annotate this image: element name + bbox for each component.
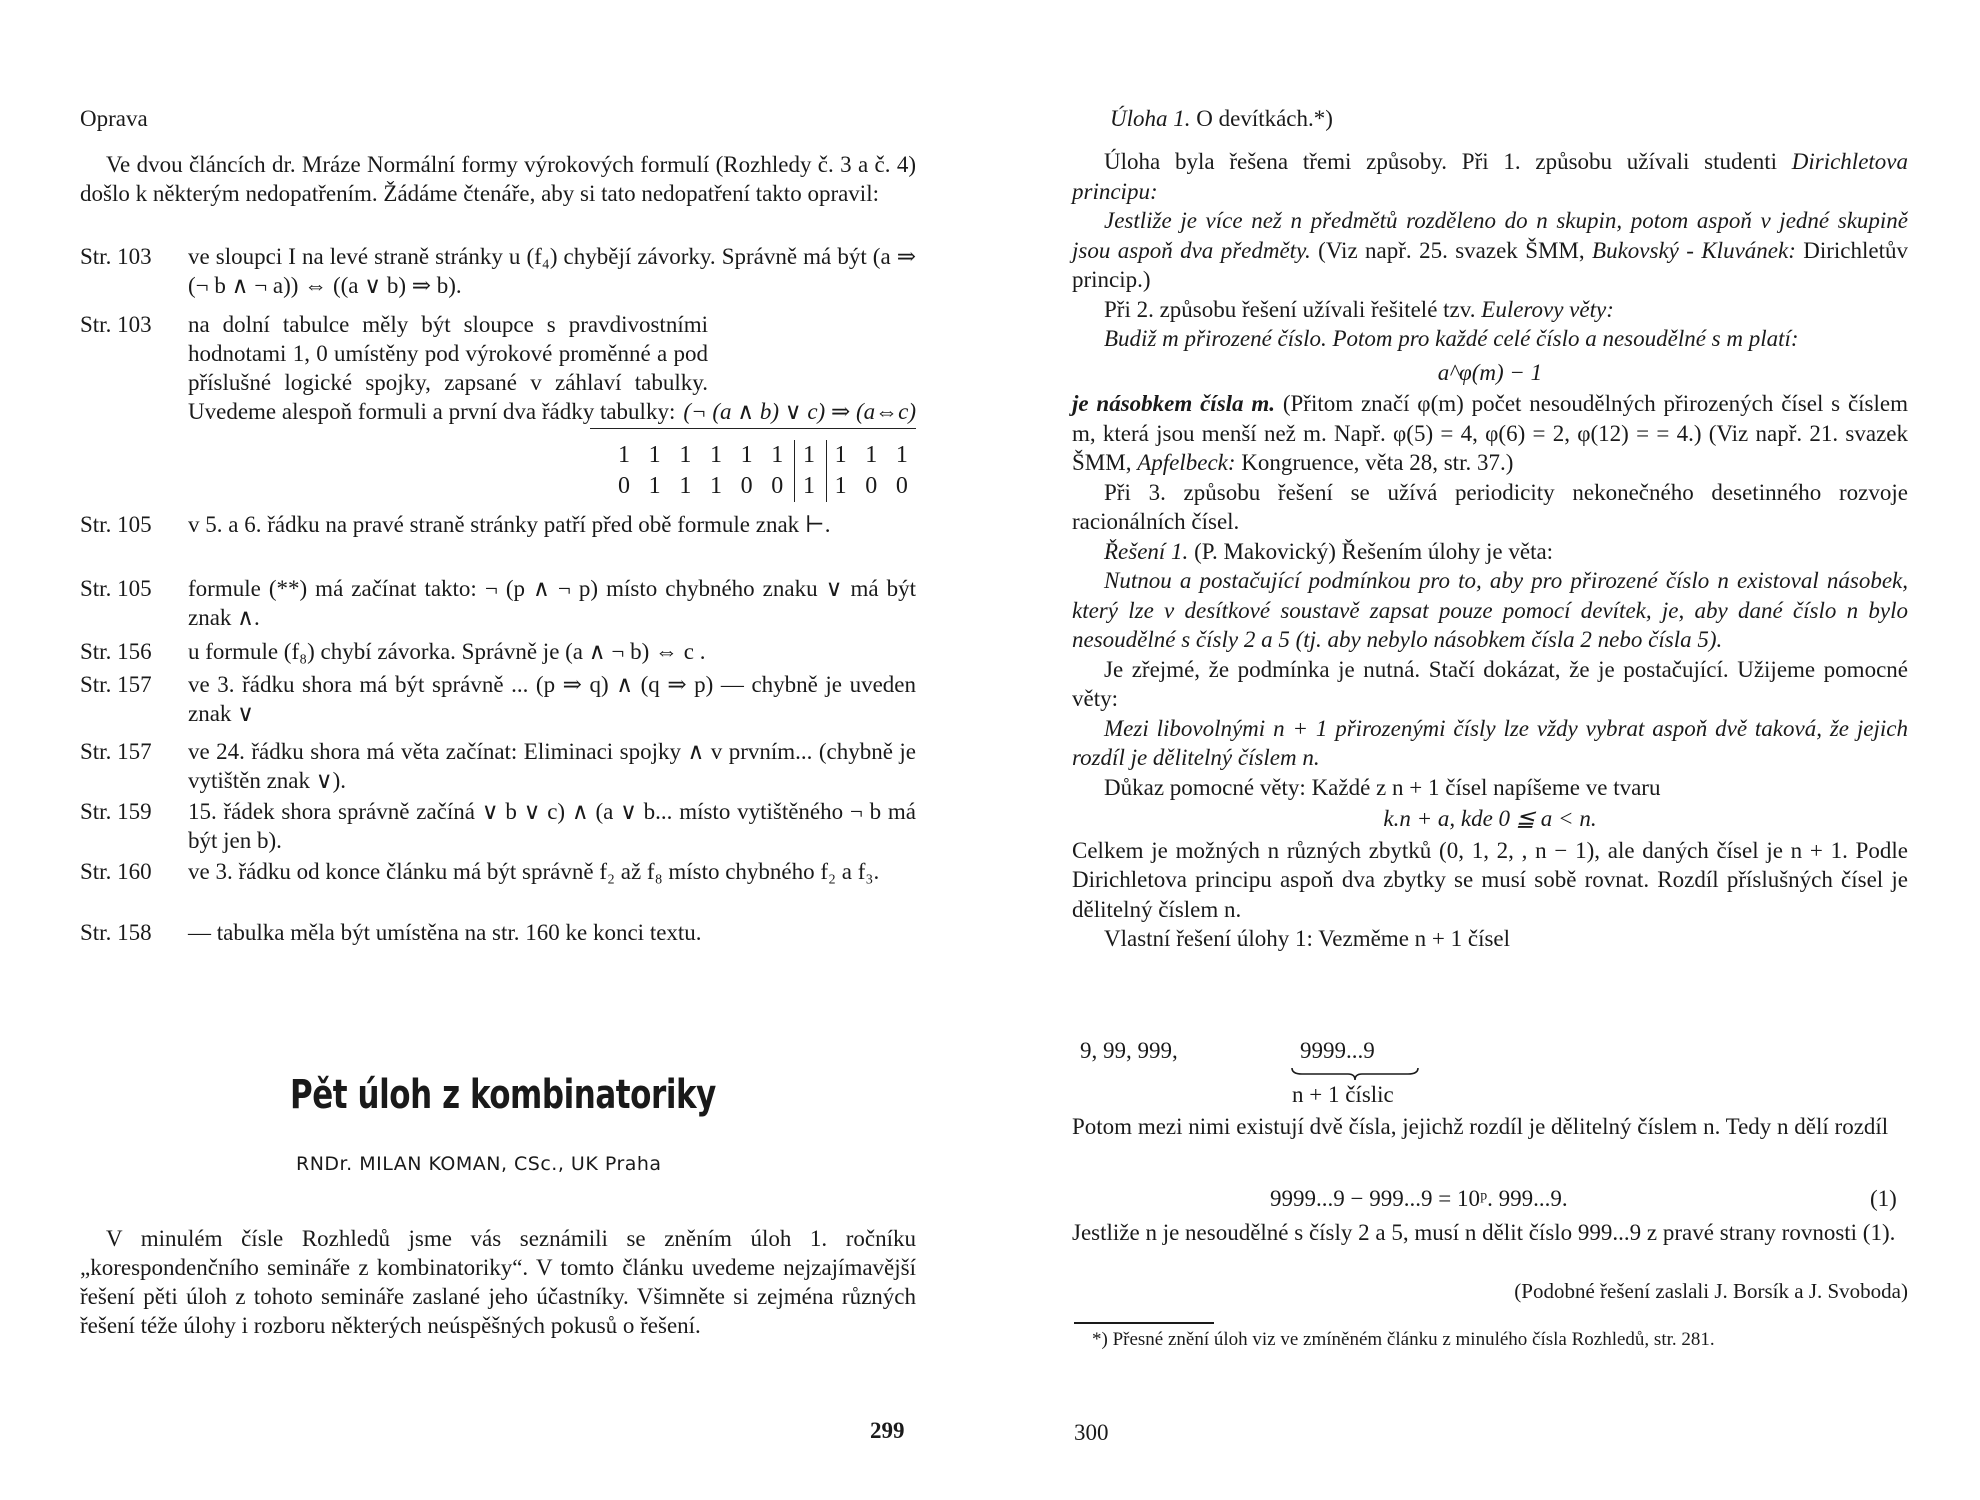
table-cell: 1 [709,473,722,499]
table-cell: 1 [648,442,661,468]
errata-text: na dolní tabulce měly být sloupce s pravdivostními hodnotami 1, 0 umístěny pod výrokové proměnné a pod příslušné logické spojky, zapsané v záhlaví tabulky. Uvedeme alespoň formuli a první dva řádky tabulky: [188,312,708,424]
table-cell: 1 [709,442,722,468]
right-page [990,0,1980,1500]
errata-item [80,637,916,667]
table-formula: (¬ (a ∧ b) ∨ c) ⇒ (a⇔c) [590,397,916,429]
errata-text: u formule (f₈) chybí závorka. Správně je (a ∧ ¬ b) ⇔ c . [188,639,706,664]
equation-number: (1) [1870,1186,1897,1211]
table-cell: 1 [679,442,692,468]
errata-item [80,737,916,797]
errata-item [80,310,916,450]
article-intro: V minulém čísle Rozhledů jsme vás seznámili se zněním úloh 1. ročníku „korespondenčního semináře z kombinatoriky“. V tomto článku uvedeme nejzajímavější řešení pěti úloh z tohoto semináře zaslané jeho účastníky. Všimněte si zejména různých řešení téže úlohy i rozboru některých neúspěšných pokusů o řešení. [80,1226,916,1338]
errata-item [80,574,916,634]
paragraph: Při 2. způsobu řešení užívali řešitelé tzv. [1104,296,1476,322]
lemma: Mezi libovolnými n + 1 přirozenými čísly lze vždy vybrat aspoň dvě taková, že jejich rozdíl je dělitelný číslem n. [1072,715,1908,770]
euler-theorem: Budiž m přirozené číslo. Potom pro každé celé číslo a nesoudělné s m platí: [1104,326,1799,351]
table-cell: 0 [865,473,878,499]
errata-label: Str. 158 [80,920,152,945]
errata-label: Str. 159 [80,799,152,824]
footnote-rule [1074,1322,1214,1324]
truth-table [610,440,916,502]
table-cell: 1 [865,442,878,468]
paragraph: Vlastní řešení úlohy 1: Vezměme n + 1 čísel [1104,926,1511,951]
errata-text: ve sloupci I na levé straně stránky u (f₄) chybějí závorky. Správně má být (a ⇒ (¬ b ∧ ¬ a)) ⇔ ((a ∨ b) ⇒ b). [188,244,916,298]
errata-item [80,670,916,730]
paragraph: Celkem je možných n různých zbytků (0, 1, 2, , n − 1), ale daných čísel je n + 1. Podle Dirichletova principu aspoň dva zbytky se musí sobě rovnat. Rozdíl příslušných čísel je dělitelný číslem n. [1072,837,1908,922]
errata-text: ve 24. řádku shora má věta začínat: Eliminaci spojky ∧ v prvním... (chybně je vytištěn znak ∨). [188,739,916,793]
paragraph: Kongruence, věta 28, str. 37.) [1235,450,1514,475]
article-title: Pět úloh z kombinatoriky [290,1072,716,1118]
errata-label: Str. 103 [80,244,152,269]
paragraph: Jestliže n je nesoudělné s čísly 2 a 5, musí n dělit číslo 999...9 z pravé strany rovnosti (1). [1072,1220,1896,1245]
task-title [1110,104,1333,133]
table-cell: 0 [771,473,784,499]
page-number: 300 [1074,1420,1109,1445]
errata-item [80,797,916,857]
errata-label: Str. 103 [80,312,152,337]
brace-label: n + 1 číslic [1292,1082,1394,1107]
errata-intro: Ve dvou článcích dr. Mráze Normální formy výrokových formulí (Rozhledy č. 3 a č. 4) došlo k některým nedopatřením. Žádáme čtenáře, aby si tato nedopatření takto opravil: [80,152,916,206]
sequence-last: 9999...9 [1300,1038,1375,1063]
errata-text: — tabulka měla být umístěna na str. 160 ke konci textu. [188,920,702,945]
table-cell: 1 [895,442,908,468]
errata-text: ve 3. řádku od konce článku má být správně f₂ až f₈ místo chybného f₂ a f₃. [188,859,880,884]
formula: a^φ(m) − 1 [1437,359,1543,385]
errata-label: Str. 157 [80,672,152,697]
errata-item [80,510,916,570]
table-cell: 1 [771,442,784,468]
formula: k.n + a, kde 0 ≦ a < n. [1383,806,1597,831]
table-cell: 1 [618,442,630,468]
paragraph: Při 3. způsobu řešení se užívá periodicity nekonečného desetinného rozvoje racionálních čísel. [1072,479,1908,534]
page-number: 299 [870,1418,905,1443]
paragraph: Úloha byla řešena třemi způsoby. Při 1. způsobu užívali studenti [1104,149,1777,174]
paragraph-italic: Dirichletova principu: [1072,149,1908,204]
table-cell: 1 [648,473,661,499]
errata-item [80,857,916,917]
task-title-rest: O devítkách.*) [1190,106,1333,131]
paragraph: Dirichletův princip.) [1072,237,1909,292]
reference-author: Bukovský - Kluvánek: [1592,237,1796,263]
table-cell: 1 [794,440,823,471]
task-title-italic: Úloha 1. [1110,106,1191,131]
table-row [610,471,916,502]
errata-heading: Oprava [80,106,148,131]
errata-text: 15. řádek shora správně začíná ∨ b ∨ c) ∧ (a ∨ b... místo vytištěného ¬ b má být jen b). [188,799,916,853]
table-cell: 1 [740,442,753,468]
table-cell: 0 [740,473,753,499]
table-cell: 1 [679,473,692,499]
paragraph: (P. Makovický) Řešením úlohy je věta: [1188,538,1554,564]
footnote: *) Přesné znění úloh viz ve zmíněném článku z minulého čísla Rozhledů, str. 281. [1092,1329,1715,1350]
theorem: Nutnou a postačující podmínkou pro to, aby pro přirozené číslo n existoval násobek, který lze v desítkové soustavě zapsat pouze pomocí devítek, je, aby dané číslo n bylo nesoudělné s čísly 2 a 5 (tj. aby nebylo násobkem čísla 2 nebo čísla 5). [1072,568,1908,652]
credits: (Podobné řešení zaslali J. Borsík a J. Svoboda) [1514,1279,1908,1303]
dirichlet-principle: Jestliže je více než n předmětů rozděleno do n skupin, potom aspoň v jedné skupině jsou aspoň dva předměty. [1072,208,1908,263]
errata-label: Str. 156 [80,639,152,664]
solution-text [1072,147,1908,954]
paragraph: Potom mezi nimi existují dvě čísla, jejichž rozdíl je dělitelný číslem n. Tedy n dělí rozdíl [1072,1114,1889,1139]
table-cell: 1 [794,471,823,502]
solution-label: Řešení 1. [1104,538,1189,564]
formula: 9999...9 − 999...9 = 10ᵖ. 999...9. [1270,1186,1568,1211]
errata-label: Str. 157 [80,739,152,764]
paragraph: Je zřejmé, že podmínka je nutná. Stačí dokázat, že je postačující. Užijeme pomocné věty: [1072,656,1908,711]
errata-text: ve 3. řádku shora má být správně ... (p ⇒ q) ∧ (q ⇒ p) — chybně je uveden znak ∨ [188,672,916,726]
table-cell: 0 [618,473,630,499]
table-cell: 0 [895,473,908,499]
errata-text: formule (**) má začínat takto: ¬ (p ∧ ¬ p) místo chybného znaku ∨ má být znak ∧. [188,576,916,630]
table-cell: 1 [826,440,855,471]
errata-label: Str. 105 [80,512,152,537]
errata-item [80,242,916,302]
errata-item [80,918,916,948]
paragraph: Důkaz pomocné věty: Každé z n + 1 čísel napíšeme ve tvaru [1104,774,1661,800]
paragraph-italic: je násobkem čísla m. [1072,391,1276,416]
paragraph: (Viz např. 25. svazek ŠMM, [1310,237,1585,263]
article-author: RNDr. MILAN KOMAN, CSc., UK Praha [296,1153,662,1175]
errata-label: Str. 160 [80,859,152,884]
reference-author: Apfelbeck: [1137,450,1236,475]
sequence-start: 9, 99, 999, [1080,1038,1178,1063]
paragraph-italic: Eulerovy věty: [1481,296,1614,322]
paragraph: (Přitom značí φ(m) počet nesoudělných přirozených čísel s číslem m, která jsou menší než m. Např. φ(5) = 4, φ(6) = 2, φ(12) = = 4.) (Viz např. 21. svazek ŠMM, [1072,391,1908,475]
errata-label: Str. 105 [80,576,152,601]
errata-text: v 5. a 6. řádku na pravé straně stránky patří před obě formule znak ⊢. [188,512,831,537]
table-row [610,440,916,471]
table-cell: 1 [826,471,855,502]
